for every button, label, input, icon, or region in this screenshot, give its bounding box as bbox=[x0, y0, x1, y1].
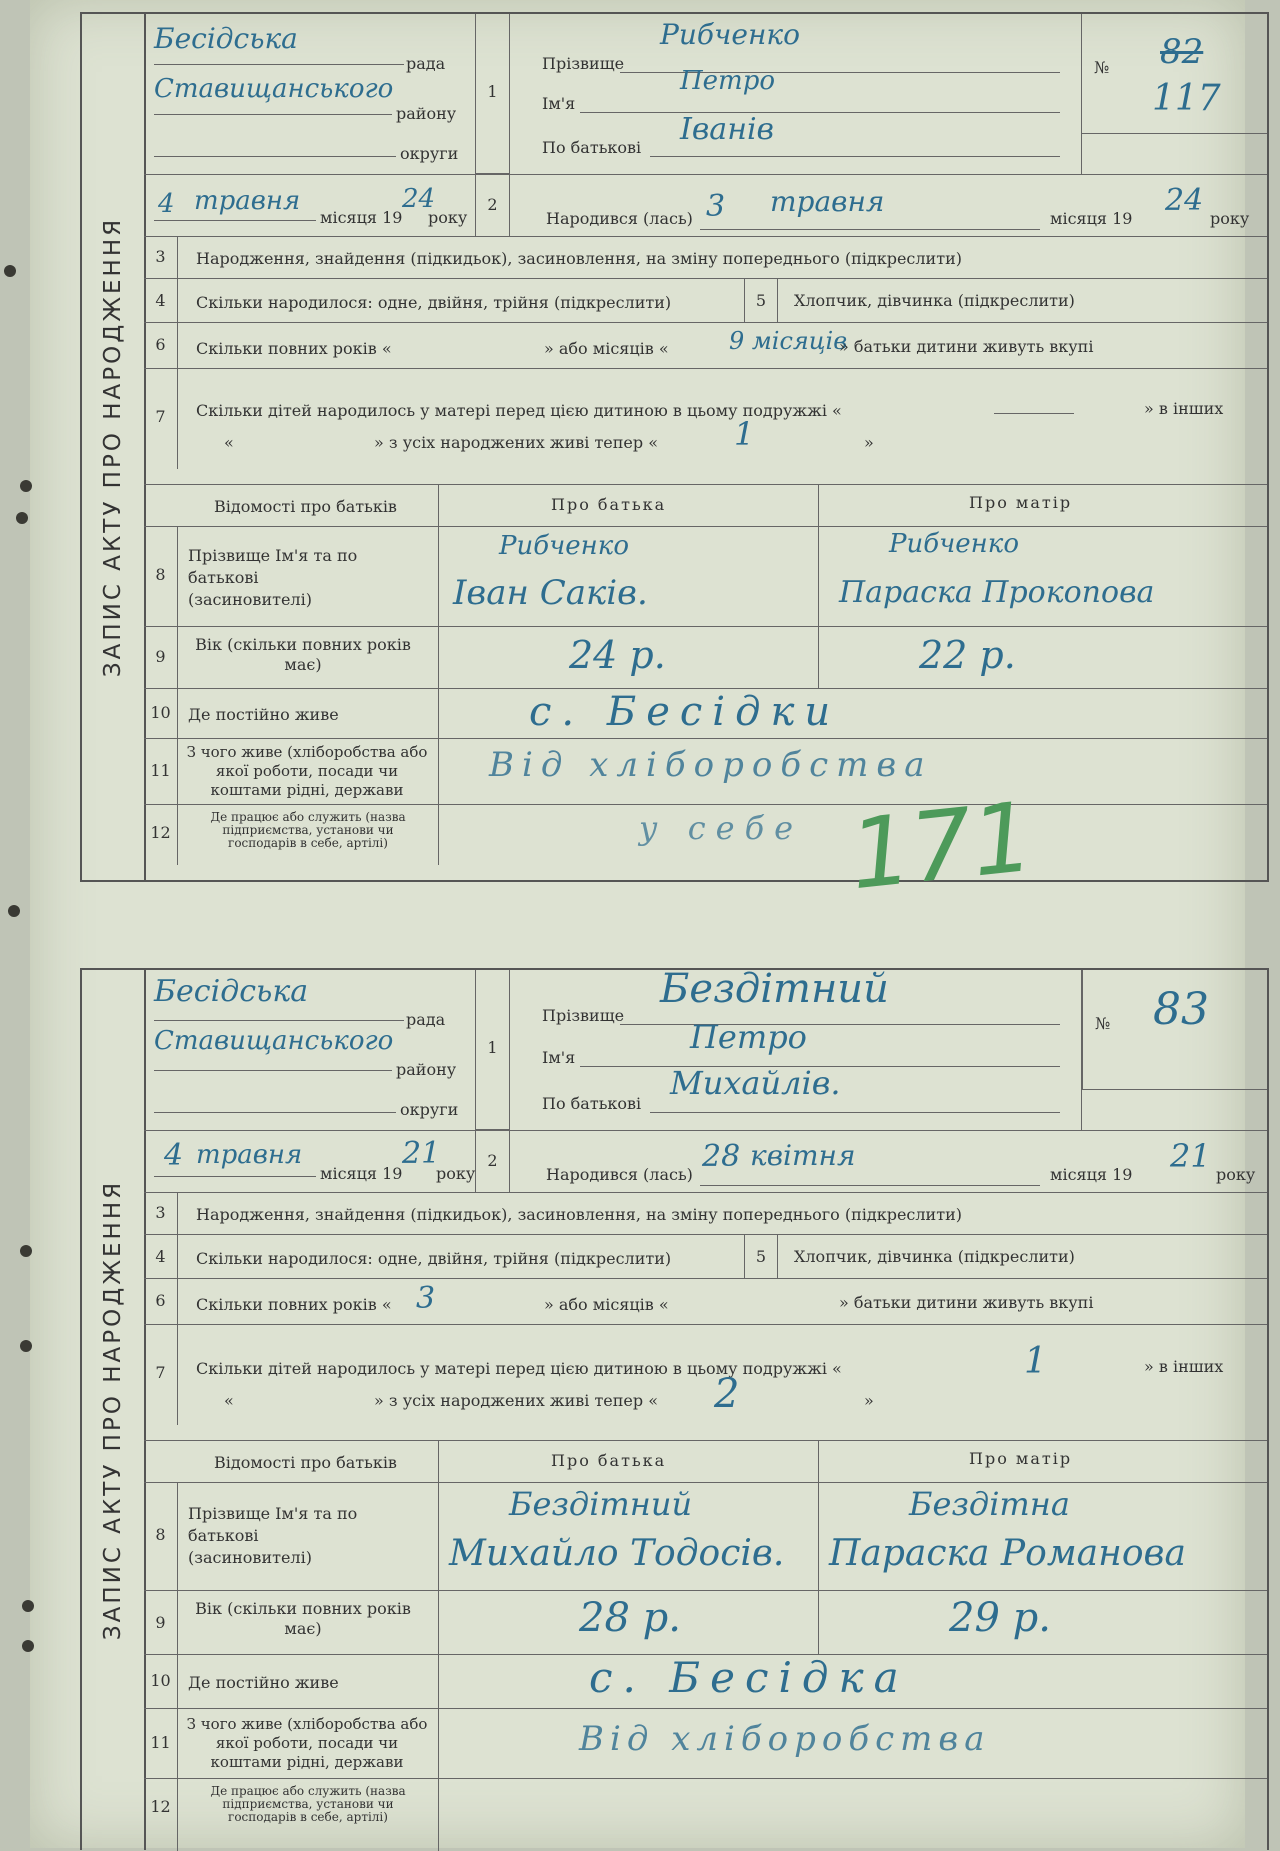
living-value: 2 bbox=[714, 1371, 740, 1417]
father-name-value: Михайло Тодосів. bbox=[449, 1533, 785, 1574]
born-month-value: квітня bbox=[750, 1139, 856, 1172]
born-month-label: місяця 19 bbox=[1050, 209, 1133, 228]
raion-label: району bbox=[396, 104, 457, 123]
name-label: Ім'я bbox=[542, 1048, 576, 1067]
born-year-label: року bbox=[1210, 209, 1250, 228]
children-before-value: 1 bbox=[1024, 1341, 1047, 1382]
multiplicity-label: Скільки народилося: одне, двійня, трійня (підкреслити) bbox=[196, 293, 672, 312]
father-surname-value: Рибченко bbox=[499, 531, 629, 561]
living-close-label: » bbox=[864, 1391, 874, 1410]
father-age-value: 24 р. bbox=[569, 633, 666, 677]
other-label: » в інших bbox=[1144, 399, 1224, 418]
registry-office-block bbox=[144, 14, 476, 236]
born-label: Народився (лась) bbox=[546, 1165, 693, 1184]
sex-label: Хлопчик, дівчинка (підкреслити) bbox=[794, 291, 1075, 310]
punch-hole bbox=[22, 1600, 34, 1612]
rada-label: рада bbox=[406, 1010, 446, 1029]
name-label: Ім'я bbox=[542, 94, 576, 113]
surname-value: Рибченко bbox=[660, 18, 800, 51]
father-age-value: 28 р. bbox=[579, 1595, 681, 1641]
occupation-label: З чого живе (хліборобства або якої роботи, посади чи коштами рідні, держави bbox=[186, 743, 428, 799]
months-together-label: » або місяців « bbox=[544, 1295, 669, 1314]
sex-label: Хлопчик, дівчинка (підкреслити) bbox=[794, 1247, 1075, 1266]
multiplicity-label: Скільки народилося: одне, двійня, трійня (підкреслити) bbox=[196, 1249, 672, 1268]
months-together-label: » або місяців « bbox=[544, 339, 669, 358]
living-label: » з усіх народжених живі тепер « bbox=[374, 1391, 659, 1410]
fullname-label: Прізвище Ім'я та по батькові (засиновителі) bbox=[188, 546, 358, 609]
surname-label: Прізвище bbox=[542, 1006, 625, 1025]
patronymic-label: По батькові bbox=[542, 138, 642, 157]
mother-age-value: 29 р. bbox=[949, 1595, 1051, 1641]
mother-name-value: Параска Прокопова bbox=[839, 575, 1155, 610]
father-header: Про батька bbox=[551, 495, 667, 514]
punch-hole bbox=[20, 1340, 32, 1352]
residence-value: с. Бесідка bbox=[589, 1653, 909, 1702]
living-value: 1 bbox=[734, 415, 755, 453]
patronymic-value: Михайлів. bbox=[670, 1064, 841, 1102]
birth-date-block bbox=[510, 1130, 1267, 1192]
registry-office-block bbox=[144, 970, 476, 1192]
record-number-block bbox=[1082, 970, 1267, 1090]
reg-month-value: травня bbox=[196, 1140, 303, 1170]
vertical-title: ЗАПИС АКТУ ПРО НАРОДЖЕННЯ bbox=[82, 970, 146, 1850]
mother-name-value: Параска Романова bbox=[829, 1533, 1186, 1574]
child-name-block bbox=[510, 966, 1082, 1130]
rada-value: Бесідська bbox=[154, 974, 309, 1009]
okrug-label: округи bbox=[400, 1100, 459, 1119]
months-together-value: 9 місяців bbox=[729, 327, 848, 355]
name-value: Петро bbox=[690, 1018, 807, 1056]
green-archive-mark: 171 bbox=[844, 780, 1039, 912]
reg-year-value: 24 bbox=[402, 184, 436, 214]
years-together-label: Скільки повних років « bbox=[196, 1295, 392, 1314]
age-label: Вік (скільки повних років має) bbox=[195, 1599, 411, 1638]
residence-label: Де постійно живе bbox=[188, 1673, 339, 1692]
parents-info-header: Відомості про батьків bbox=[214, 1453, 397, 1472]
born-month-value: травня bbox=[770, 185, 885, 218]
patronymic-label: По батькові bbox=[542, 1094, 642, 1113]
child-name-block bbox=[510, 14, 1082, 174]
reg-month-label: місяця 19 bbox=[320, 1164, 403, 1183]
father-surname-value: Бездітний bbox=[509, 1485, 693, 1523]
born-year-label: року bbox=[1216, 1165, 1256, 1184]
surname-label: Прізвище bbox=[542, 54, 625, 73]
parents-table: Відомості про батьків Про батька Про матір 8 Прізвище Ім'я та по батькові (засиновителі) Бездітний Михайло Тодосів. Бездітна Параска Романова 9 Вік (скільки повних років має) 28 р. 29 р. 10 Де постійно живе с. Бесідка 11 З чого живе (хліборобства або якої роботи, посади чи коштами рідні, держави Від хліборобства 12 Де працює або служить (назва підприємства, установи чи господарів в себе, артілі) bbox=[144, 1440, 1267, 1850]
mother-surname-value: Бездітна bbox=[909, 1485, 1070, 1523]
occupation-label: З чого живе (хліборобства або якої роботи, посади чи коштами рідні, держави bbox=[186, 1715, 428, 1771]
reg-day-value: 4 bbox=[164, 1138, 184, 1173]
mother-age-value: 22 р. bbox=[919, 633, 1016, 677]
other-open-label: « bbox=[224, 433, 234, 452]
years-together-value: 3 bbox=[416, 1281, 436, 1316]
name-value: Петро bbox=[680, 66, 776, 96]
reg-year-value: 21 bbox=[402, 1136, 441, 1171]
born-year-value: 24 bbox=[1165, 183, 1204, 218]
reg-day-value: 4 bbox=[158, 189, 175, 219]
living-close-label: » bbox=[864, 433, 874, 452]
birth-type-label: Народження, знайдення (підкидьок), засиновлення, на зміну попереднього (підкреслити) bbox=[196, 249, 962, 268]
okrug-label: округи bbox=[400, 144, 459, 163]
age-label: Вік (скільки повних років має) bbox=[195, 635, 411, 674]
patronymic-value: Іванів bbox=[680, 112, 775, 147]
record-number-block bbox=[1082, 14, 1267, 134]
number-label: № bbox=[1095, 1014, 1111, 1033]
raion-value: Ставищанського bbox=[154, 1026, 394, 1056]
workplace-label: Де працює або служить (назва підприємства, установи чи господарів в себе, артілі) bbox=[210, 810, 406, 850]
born-day-value: 28 bbox=[702, 1139, 741, 1174]
number-crossed-value: 82 bbox=[1160, 32, 1204, 72]
reg-month-value: травня bbox=[194, 186, 301, 216]
born-year-value: 21 bbox=[1170, 1137, 1211, 1175]
born-month-label: місяця 19 bbox=[1050, 1165, 1133, 1184]
together-suffix-label: » батьки дитини живуть вкупі bbox=[839, 1293, 1094, 1312]
raion-label: району bbox=[396, 1060, 457, 1079]
residence-label: Де постійно живе bbox=[188, 705, 339, 724]
parents-table: Відомості про батьків Про батька Про матір 8 Прізвище Ім'я та по батькові (засиновителі) Рибченко Іван Саків. Рибченко Параска Прокопова 9 Вік (скільки повних років має) 24 р. 22 р. 10 Де постійно живе с. Бесідки 11 З чого живе (хліборобства або якої роботи, посади чи коштами рідні, держави Від хліборобства 12 Де працює або служить (назва підприємства, установи чи господарів в себе, артілі) у себе bbox=[144, 484, 1267, 880]
years-together-label: Скільки повних років « bbox=[196, 339, 392, 358]
father-header: Про батька bbox=[551, 1451, 667, 1470]
other-open-label: « bbox=[224, 1391, 234, 1410]
row-number: 1 bbox=[476, 14, 510, 174]
punch-hole bbox=[16, 512, 28, 524]
children-before-label: Скільки дітей народилось у матері перед цією дитиною в цьому подружжі « bbox=[196, 401, 842, 420]
vertical-title: ЗАПИС АКТУ ПРО НАРОДЖЕННЯ bbox=[82, 14, 146, 880]
father-name-value: Іван Саків. bbox=[453, 573, 648, 613]
occupation-value: Від хліборобства bbox=[489, 745, 933, 785]
reg-month-label: місяця 19 bbox=[320, 208, 403, 227]
living-label: » з усіх народжених живі тепер « bbox=[374, 433, 659, 452]
children-before-label: Скільки дітей народилось у матері перед цією дитиною в цьому подружжі « bbox=[196, 1359, 842, 1378]
mother-surname-value: Рибченко bbox=[889, 529, 1019, 559]
rada-value: Бесідська bbox=[154, 22, 298, 55]
rada-label: рада bbox=[406, 54, 446, 73]
born-label: Народився (лась) bbox=[546, 209, 693, 228]
birth-date-block bbox=[510, 174, 1267, 236]
mother-header: Про матір bbox=[969, 493, 1073, 512]
together-suffix-label: » батьки дитини живуть вкупі bbox=[839, 337, 1094, 356]
parents-info-header: Відомості про батьків bbox=[214, 497, 397, 516]
workplace-label: Де працює або служить (назва підприємства, установи чи господарів в себе, артілі) bbox=[210, 1784, 406, 1824]
residence-value: с. Бесідки bbox=[529, 689, 841, 735]
birth-record-form-2: ЗАПИС АКТУ ПРО НАРОДЖЕННЯ Бесідська рада Ставищанського району округи 4 травня місяця 19 21 року 1 Прізвище Бездітний Ім'я Петро По батькові Михайлів. № 83 2 Народився (лась) 28 квітня місяця 19 21 року 3 Народження, знайдення (підкидьок), засиновлення, на зміну попереднього (підкреслити) 4 Скільки народилося: одне, двійня, трійня (підкреслити) 5 Хлопчик, дівчинка (підкреслити) 6 Скільки повних років « 3 » або місяців « » батьки дитини живуть вкупі 7 Скільки дітей народилось у матері перед цією дитиною в цьому подружжі « 1 » в інших « » з усіх народжених живі тепер « 2 » Відомості про батьків Про батька Про матір 8 Прізвище Ім'я та по батькові (засиновителі) Бездітний Михайло Тодосів. Бездітна Параска Романова 9 Вік (скільки повних років має) 28 р. 29 р. 10 Де постійно живе с. Бесідка 11 З чого живе (хліборобства або якої роботи, посади чи коштами рідні, держави Від хліборобства 12 Де працює або служить (назва підприємства, установи чи господарів в себе, артілі) bbox=[80, 968, 1269, 1850]
raion-value: Ставищанського bbox=[154, 74, 394, 104]
other-label: » в інших bbox=[1144, 1357, 1224, 1376]
punch-hole bbox=[8, 905, 20, 917]
number-value: 83 bbox=[1153, 984, 1209, 1035]
number-value: 117 bbox=[1152, 78, 1221, 119]
punch-hole bbox=[20, 480, 32, 492]
birth-type-label: Народження, знайдення (підкидьок), засиновлення, на зміну попереднього (підкреслити) bbox=[196, 1205, 962, 1224]
document-page bbox=[30, 0, 1256, 1848]
reg-year-label: року bbox=[428, 208, 468, 227]
punch-hole bbox=[22, 1640, 34, 1652]
reg-year-label: року bbox=[436, 1164, 476, 1183]
punch-hole bbox=[20, 1245, 32, 1257]
surname-value: Бездітний bbox=[660, 966, 889, 1012]
born-day-value: 3 bbox=[706, 189, 726, 224]
workplace-value: у себе bbox=[639, 809, 804, 847]
number-label: № bbox=[1094, 58, 1110, 77]
mother-header: Про матір bbox=[969, 1449, 1073, 1468]
punch-hole bbox=[4, 265, 16, 277]
fullname-label: Прізвище Ім'я та по батькові (засиновителі) bbox=[188, 1504, 358, 1567]
occupation-value: Від хліборобства bbox=[579, 1719, 991, 1759]
birth-record-form-1: ЗАПИС АКТУ ПРО НАРОДЖЕННЯ Бесідська рада Ставищанського району округи 4 травня місяця 19 24 року 1 Прізвище Рибченко Ім'я Петро По батькові Іванів № 82 117 2 Народився (лась) 3 травня місяця 19 24 року 3 Народження, знайдення (підкидьок), засиновлення, на зміну попереднього (підкреслити) 4 Скільки народилося: одне, двійня, трійня (підкреслити) 5 Хлопчик, дівчинка (підкреслити) 6 Скільки повних років « » або місяців « 9 місяців » батьки дитини живуть вкупі 7 Скільки дітей народилось у матері перед цією дитиною в цьому подружжі « » в інших « » з усіх народжених живі тепер « 1 » Відомості про батьків Про батька Про матір 8 Прізвище Ім'я та по батькові (засиновителі) Рибченко Іван Саків. Рибченко Параска Прокопова 9 Вік (скільки повних років має) 24 р. 22 р. 10 Де постійно живе с. Бесідки 11 З чого живе (хліборобства або якої роботи, посади чи коштами рідні, держави Від хліборобства 12 Де працює або служить (назва підприємства, установи чи господарів в себе, артілі) у себе bbox=[80, 12, 1269, 882]
